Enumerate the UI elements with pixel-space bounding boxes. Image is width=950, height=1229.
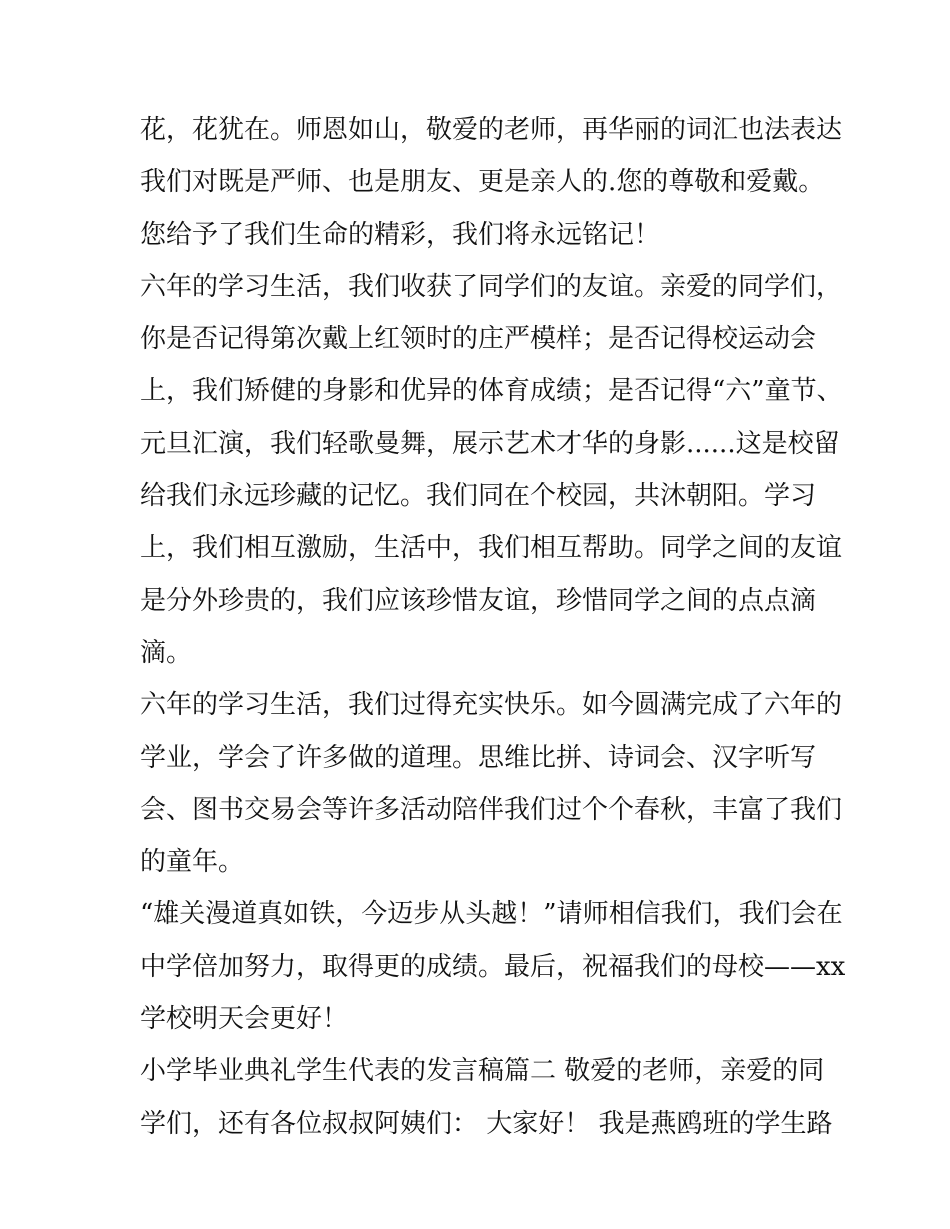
text-line: “雄关漫道真如铁，今迈步从头越！”请师相信我们，我们会在 [140, 899, 843, 930]
paragraph-school-life [140, 679, 843, 888]
document-body [140, 104, 846, 1150]
text-line: 上，我们相互激励，生活中，我们相互帮助。同学之间的友谊 [140, 533, 843, 564]
text-line: 六年的学习生活，我们收获了同学们的友谊。亲爱的同学们， [140, 271, 843, 302]
text-line: 学校明天会更好！ [140, 1004, 349, 1035]
text-line: 六年的学习生活，我们过得充实快乐。如今圆满完成了六年的 [140, 690, 843, 721]
text-line: 元旦汇演，我们轻歌曼舞，展示艺术才华的身影......这是校留 [140, 428, 840, 459]
text-line: 上，我们矫健的身影和优异的体育成绩；是否记得“六”童节、 [140, 376, 843, 407]
paragraph-teacher-gratitude [140, 104, 843, 261]
text-line: 的童年。 [140, 847, 245, 878]
paragraph-closing-wish [140, 888, 846, 1045]
text-line: 学业，学会了许多做的道理。思维比拼、诗词会、汉字听写 [140, 742, 817, 773]
text-line: 小学毕业典礼学生代表的发言稿篇二 敬爱的老师，亲爱的同 [140, 1056, 825, 1087]
text-line: 花，花犹在。师恩如山，敬爱的老师，再华丽的词汇也法表达 [140, 115, 843, 145]
text-line: 会、图书交易会等许多活动陪伴我们过个个春秋，丰富了我们 [140, 794, 843, 825]
text-line: 给我们永远珍藏的记忆。我们同在个校园，共沐朝阳。学习 [140, 481, 817, 512]
text-line: 你是否记得第次戴上红领时的庄严模样；是否记得校运动会 [140, 324, 817, 355]
text-line: 滴。 [140, 637, 193, 668]
paragraph-speech-two-intro [140, 1045, 833, 1150]
text-line: 是分外珍贵的，我们应该珍惜友谊，珍惜同学之间的点点滴 [140, 585, 817, 616]
text-line: 您给予了我们生命的精彩，我们将永远铭记！ [140, 219, 661, 250]
paragraph-classmate-friendship [140, 261, 843, 679]
text-line: 我们对既是严师、也是朋友、更是亲人的.您的尊敬和爱戴。 [140, 167, 825, 198]
text-line: 学们，还有各位叔叔阿姨们： 大家好！ 我是燕鸥班的学生路 [140, 1108, 833, 1139]
text-line: 中学倍加努力，取得更的成绩。最后，祝福我们的母校——xx [140, 951, 846, 982]
